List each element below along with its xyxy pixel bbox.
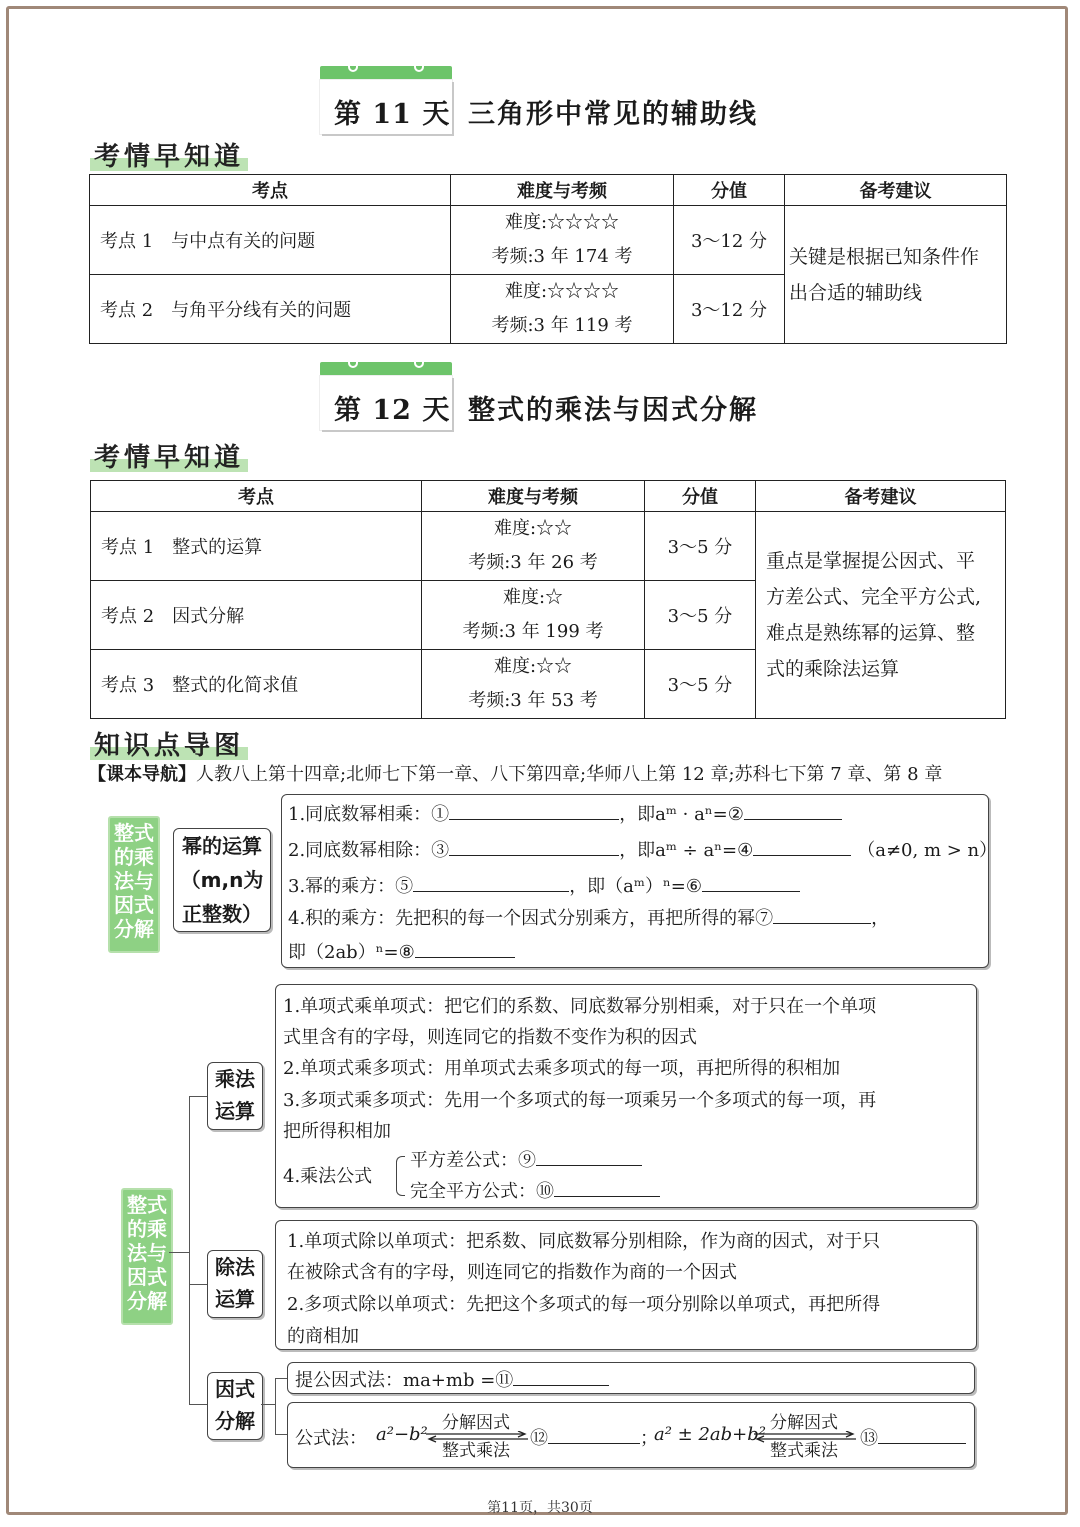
- frequency-text: 考频:3 年 26 考: [468, 552, 598, 573]
- rule-line-5: 即（2ab）ⁿ=⑧: [288, 938, 515, 964]
- table-row-score: 3～12 分: [674, 275, 785, 344]
- mult-node: 乘法 运算: [207, 1062, 263, 1130]
- fact-bracket-bottom: [275, 1434, 287, 1435]
- div-node: 除法 运算: [207, 1250, 263, 1318]
- rule-line-4: 4.积的乘方：先把积的每一个因式分别乘方，再把所得的幂⑦ ，: [288, 904, 889, 930]
- day12-section-title: 考情早知道: [94, 437, 244, 474]
- guide-tag: 【课本导航】: [88, 764, 196, 785]
- table-row-difficulty: [422, 650, 645, 719]
- frequency-text: 考频:3 年 174 考: [491, 246, 633, 267]
- difficulty-text: 难度:☆☆☆☆: [504, 212, 620, 233]
- table-row-difficulty: [451, 275, 674, 344]
- map2-root-node: 整式 的乘 法与 因式 分解: [121, 1188, 173, 1325]
- table-row-point: 考点 2 与角平分线有关的问题: [90, 275, 451, 344]
- div-line: 2.多项式除以单项式：先把这个多项式的每一项分别除以单项式，再把所得: [287, 1294, 881, 1315]
- day11-section-title: 考情早知道: [94, 136, 244, 173]
- mult-line: 把所得积相加: [283, 1121, 391, 1142]
- th-score: 分值: [674, 175, 785, 206]
- table-advice: [756, 512, 1006, 719]
- calendar-icon: [320, 66, 452, 80]
- table-row-point: 考点 3 整式的化简求值: [91, 650, 422, 719]
- map1-root-node: 整式 的乘 法与 因式 分解: [108, 816, 160, 953]
- day12-title: 整式的乘法与因式分解: [468, 395, 758, 426]
- formula-method-label: 公式法：: [295, 1428, 367, 1449]
- map2-trunk-line: [189, 1096, 190, 1404]
- arrow-bottom-label-2: 整式乘法: [770, 1441, 838, 1461]
- arrow-top-label-2: 分解因式: [770, 1413, 838, 1433]
- rule-line-3: 3.幂的乘方：⑤ ，即（aᵐ）ⁿ=⑥: [288, 872, 800, 898]
- textbook-guide: [88, 760, 942, 786]
- common-factor-method: 提公因式法：ma+mb =⑪: [295, 1366, 609, 1392]
- th-advice: 备考建议: [785, 175, 1007, 206]
- formula-perfect-square: 完全平方公式：⑩: [410, 1177, 660, 1203]
- frequency-text: 考频:3 年 119 考: [491, 315, 633, 336]
- day12-label: 第 12 天: [334, 395, 451, 426]
- day11-table: [89, 174, 1007, 344]
- table-row-difficulty: [422, 512, 645, 581]
- power-operation-node: 幂的运算 （m,n为 正整数）: [173, 828, 271, 932]
- fact-bracket-top: [275, 1378, 287, 1379]
- blank-12: ⑫ ；: [530, 1424, 658, 1450]
- frequency-text: 考频:3 年 53 考: [468, 690, 598, 711]
- table-row-difficulty: [422, 581, 645, 650]
- mult-connector: [189, 1096, 207, 1097]
- blank-13: ⑬: [860, 1424, 966, 1450]
- day12-table: [90, 480, 1006, 719]
- th-advice: 备考建议: [756, 481, 1006, 512]
- mult-line: 3.多项式乘多项式：先用一个多项式的每一项乘另一个多项式的每一项，再: [283, 1090, 877, 1111]
- th-score: 分值: [645, 481, 756, 512]
- table-row-point: 考点 1 整式的运算: [91, 512, 422, 581]
- fact-bracket-line: [275, 1378, 276, 1434]
- difficulty-text: 难度:☆: [502, 587, 564, 608]
- arrow-bottom-label: 整式乘法: [442, 1441, 510, 1461]
- difficulty-text: 难度:☆☆☆☆: [504, 281, 620, 302]
- formula-brace: [396, 1156, 405, 1196]
- rule-line-2: 2.同底数幂相除：③ ，即aᵐ ÷ aⁿ=④ （a≠0, m > n）: [288, 836, 997, 862]
- table-row-score: 3～5 分: [645, 512, 756, 581]
- arrow-top-label: 分解因式: [442, 1413, 510, 1433]
- table-row-score: 3～5 分: [645, 650, 756, 719]
- fact-connector: [189, 1404, 207, 1405]
- advice-line: 式的乘除法运算: [766, 658, 900, 680]
- mult-line: 2.单项式乘多项式：用单项式去乘多项式的每一项，再把所得的积相加: [283, 1058, 841, 1079]
- mult-line: 式里含有的字母，则连同它的指数不变作为积的因式: [283, 1027, 697, 1048]
- table-row-point: 考点 2 因式分解: [91, 581, 422, 650]
- advice-line: 出合适的辅助线: [789, 281, 923, 304]
- div-connector: [189, 1284, 207, 1285]
- calendar-icon: [320, 362, 452, 376]
- fact-node: 因式 分解: [207, 1372, 263, 1440]
- th-point: 考点: [91, 481, 422, 512]
- div-line: 1.单项式除以单项式：把系数、同底数幂分别相除，作为商的因式，对于只: [287, 1231, 881, 1252]
- advice-line: 难点是熟练幂的运算、整: [766, 622, 976, 644]
- advice-line: 重点是掌握提公因式、平: [766, 550, 976, 572]
- table-row-difficulty: [451, 206, 674, 275]
- table-row-score: 3～5 分: [645, 581, 756, 650]
- frequency-text: 考频:3 年 199 考: [462, 621, 604, 642]
- map2-root-connector: [169, 1252, 189, 1253]
- div-line: 在被除式含有的字母，则连同它的指数作为商的一个因式: [287, 1262, 737, 1283]
- formula-diff-squares: 平方差公式：⑨: [410, 1146, 642, 1172]
- table-row-score: 3～12 分: [674, 206, 785, 275]
- expr-perfect-square: a² ± 2ab+b²: [654, 1424, 766, 1445]
- expr-diff-squares: a²−b²: [376, 1424, 428, 1445]
- fact-bracket-mid: [261, 1404, 275, 1405]
- mult-line: 1.单项式乘单项式：把它们的系数、同底数幂分别相乘，对于只在一个单项: [283, 996, 877, 1017]
- div-line: 的商相加: [287, 1326, 359, 1347]
- table-row-point: 考点 1 与中点有关的问题: [90, 206, 451, 275]
- rule-line-1: 1.同底数幂相乘：① ，即aᵐ · aⁿ=②: [288, 800, 842, 826]
- difficulty-text: 难度:☆☆: [493, 518, 573, 539]
- advice-line: 方差公式、完全平方公式,: [766, 586, 982, 608]
- advice-line: 关键是根据已知条件作: [789, 245, 980, 268]
- day11-title: 三角形中常见的辅助线: [468, 99, 758, 130]
- day11-label: 第 11 天: [334, 99, 451, 130]
- knowledge-section-title: 知识点导图: [94, 725, 244, 762]
- th-difficulty: 难度与考频: [451, 175, 674, 206]
- guide-text: 人教八上第十四章;北师七下第一章、八下第四章;华师八上第 12 章;苏科七下第 7 章、第 8 章: [196, 764, 943, 785]
- difficulty-text: 难度:☆☆: [493, 656, 573, 677]
- th-point: 考点: [90, 175, 451, 206]
- th-difficulty: 难度与考频: [422, 481, 645, 512]
- formula-label: 4.乘法公式: [283, 1166, 373, 1187]
- table-advice: [785, 206, 1007, 344]
- page-footer: 第11页，共30页: [487, 1500, 593, 1516]
